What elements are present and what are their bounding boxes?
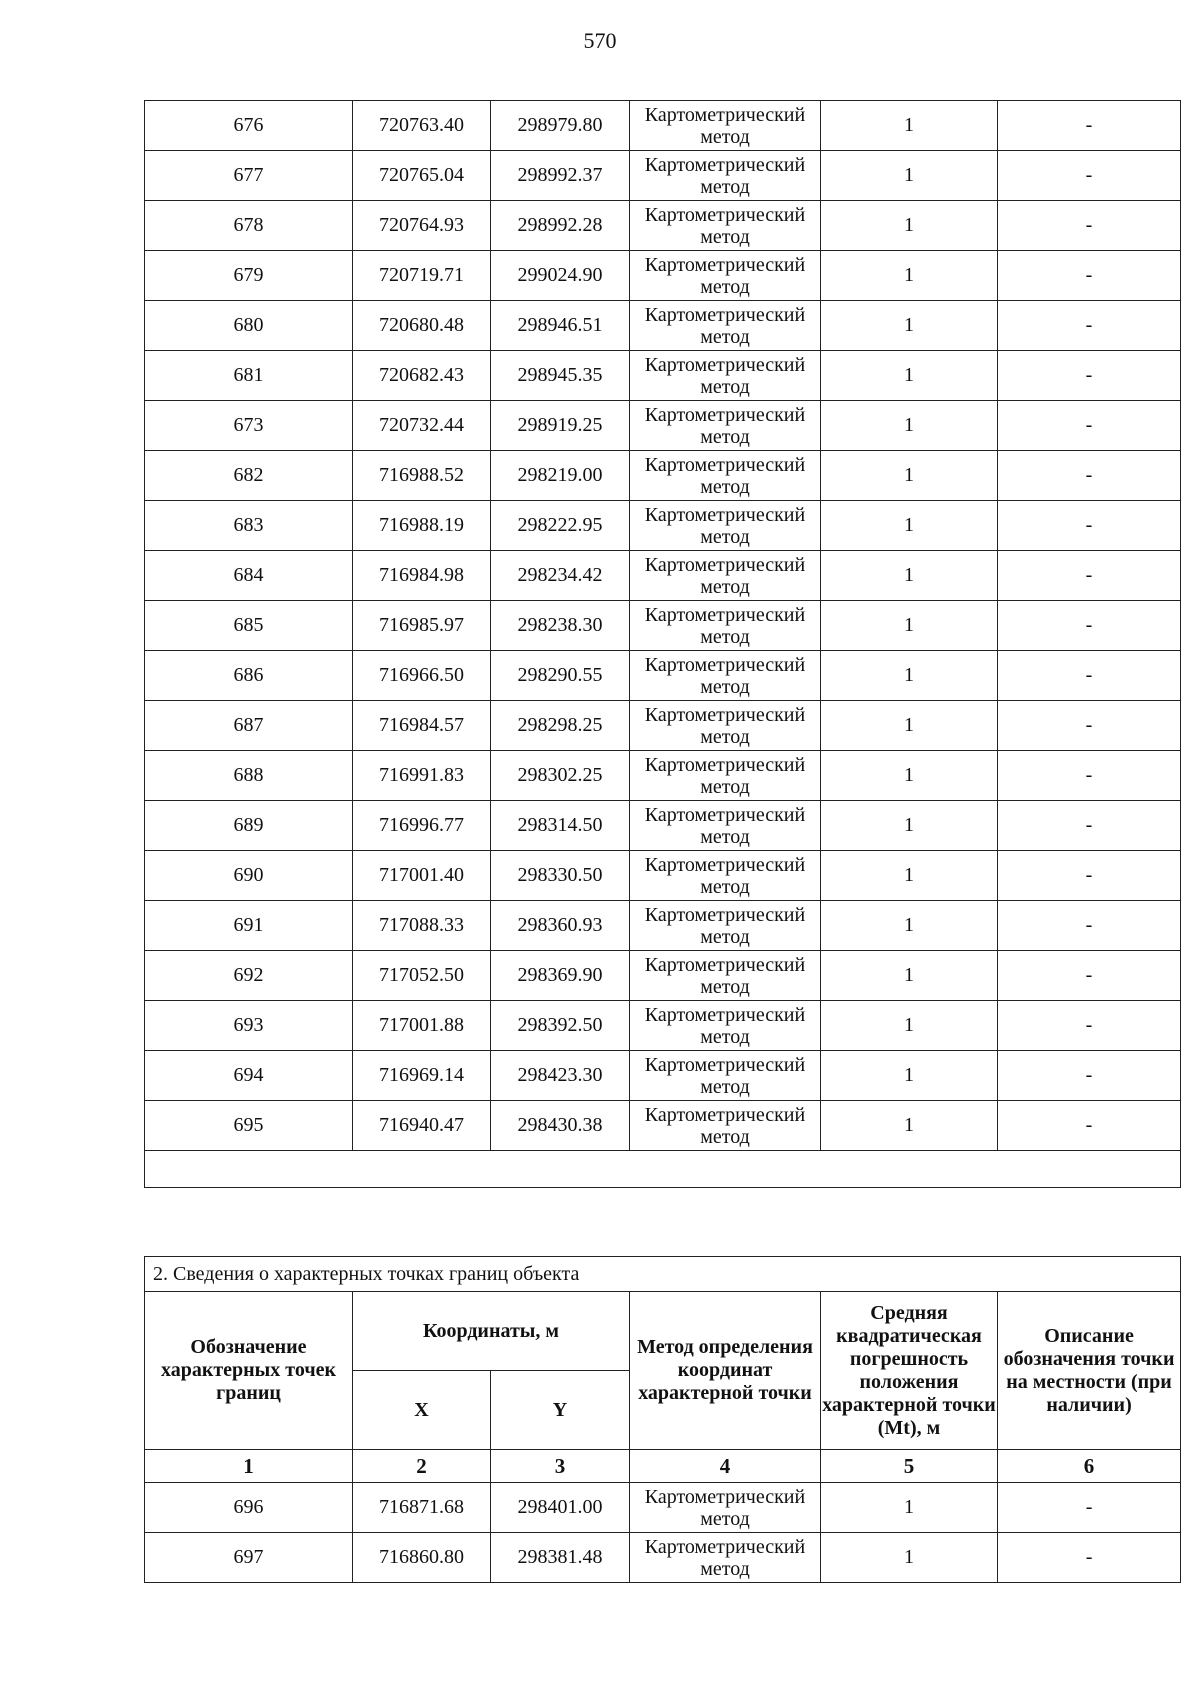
cell-x: 716988.19 <box>353 501 491 551</box>
cell-point: 684 <box>145 551 353 601</box>
table-row <box>145 551 1181 601</box>
cell-error: 1 <box>821 1483 998 1533</box>
table-row <box>145 701 1181 751</box>
cell-point: 683 <box>145 501 353 551</box>
cell-method: Картометрический метод <box>630 1483 821 1533</box>
cell-x: 716860.80 <box>353 1533 491 1583</box>
cell-method: Картометрический метод <box>630 1533 821 1583</box>
cell-description: - <box>998 751 1181 801</box>
cell-x: 720732.44 <box>353 401 491 451</box>
table-row <box>145 751 1181 801</box>
cell-x: 720765.04 <box>353 151 491 201</box>
cell-description: - <box>998 451 1181 501</box>
cell-method: Картометрический метод <box>630 501 821 551</box>
cell-point: 680 <box>145 301 353 351</box>
cell-error: 1 <box>821 1533 998 1583</box>
cell-point: 685 <box>145 601 353 651</box>
cell-method: Картометрический метод <box>630 201 821 251</box>
cell-error: 1 <box>821 1001 998 1051</box>
header-point: Обозначение характерных точек границ <box>145 1292 353 1450</box>
cell-method: Картометрический метод <box>630 601 821 651</box>
cell-point: 691 <box>145 901 353 951</box>
cell-x: 716871.68 <box>353 1483 491 1533</box>
cell-y: 298369.90 <box>491 951 630 1001</box>
cell-error: 1 <box>821 501 998 551</box>
cell-point: 676 <box>145 101 353 151</box>
cell-method: Картометрический метод <box>630 701 821 751</box>
cell-x: 716991.83 <box>353 751 491 801</box>
cell-y: 298946.51 <box>491 301 630 351</box>
empty-row <box>145 1151 1181 1188</box>
table-row <box>145 301 1181 351</box>
cell-description: - <box>998 951 1181 1001</box>
cell-error: 1 <box>821 551 998 601</box>
cell-x: 716984.57 <box>353 701 491 751</box>
cell-x: 720763.40 <box>353 101 491 151</box>
cell-description: - <box>998 351 1181 401</box>
cell-description: - <box>998 901 1181 951</box>
cell-y: 298222.95 <box>491 501 630 551</box>
cell-y: 298238.30 <box>491 601 630 651</box>
cell-method: Картометрический метод <box>630 351 821 401</box>
cell-description: - <box>998 651 1181 701</box>
cell-point: 681 <box>145 351 353 401</box>
cell-x: 716988.52 <box>353 451 491 501</box>
cell-description: - <box>998 101 1181 151</box>
cell-description: - <box>998 501 1181 551</box>
cell-description: - <box>998 301 1181 351</box>
cell-point: 673 <box>145 401 353 451</box>
cell-y: 298290.55 <box>491 651 630 701</box>
cell-error: 1 <box>821 1101 998 1151</box>
cell-description: - <box>998 201 1181 251</box>
cell-x: 716984.98 <box>353 551 491 601</box>
cell-method: Картометрический метод <box>630 451 821 501</box>
cell-x: 717001.88 <box>353 1001 491 1051</box>
cell-y: 298360.93 <box>491 901 630 951</box>
cell-description: - <box>998 151 1181 201</box>
cell-error: 1 <box>821 801 998 851</box>
table-row <box>145 1051 1181 1101</box>
header-description: Описание обозначения точки на местности (при наличии) <box>998 1292 1181 1450</box>
cell-y: 298234.42 <box>491 551 630 601</box>
cell-error: 1 <box>821 651 998 701</box>
cell-point: 692 <box>145 951 353 1001</box>
cell-error: 1 <box>821 951 998 1001</box>
table-row <box>145 1483 1181 1533</box>
cell-point: 695 <box>145 1101 353 1151</box>
cell-y: 298992.28 <box>491 201 630 251</box>
table-row <box>145 351 1181 401</box>
cell-method: Картометрический метод <box>630 651 821 701</box>
cell-method: Картометрический метод <box>630 401 821 451</box>
cell-description: - <box>998 851 1181 901</box>
cell-description: - <box>998 401 1181 451</box>
cell-error: 1 <box>821 601 998 651</box>
column-number: 3 <box>491 1450 630 1483</box>
cell-error: 1 <box>821 751 998 801</box>
cell-y: 298945.35 <box>491 351 630 401</box>
cell-y: 298919.25 <box>491 401 630 451</box>
cell-error: 1 <box>821 301 998 351</box>
cell-description: - <box>998 1051 1181 1101</box>
cell-y: 299024.90 <box>491 251 630 301</box>
header-method: Метод определения координат характерной точки <box>630 1292 821 1450</box>
cell-method: Картометрический метод <box>630 101 821 151</box>
cell-point: 687 <box>145 701 353 751</box>
cell-x: 717052.50 <box>353 951 491 1001</box>
cell-point: 678 <box>145 201 353 251</box>
cell-error: 1 <box>821 201 998 251</box>
cell-error: 1 <box>821 151 998 201</box>
cell-description: - <box>998 801 1181 851</box>
cell-y: 298423.30 <box>491 1051 630 1101</box>
cell-error: 1 <box>821 901 998 951</box>
table-row <box>145 201 1181 251</box>
cell-method: Картометрический метод <box>630 251 821 301</box>
cell-point: 677 <box>145 151 353 201</box>
cell-method: Картометрический метод <box>630 1101 821 1151</box>
cell-description: - <box>998 1001 1181 1051</box>
cell-y: 298430.38 <box>491 1101 630 1151</box>
table-row <box>145 851 1181 901</box>
column-number: 5 <box>821 1450 998 1483</box>
cell-error: 1 <box>821 251 998 301</box>
cell-point: 690 <box>145 851 353 901</box>
cell-y: 298401.00 <box>491 1483 630 1533</box>
column-number: 6 <box>998 1450 1181 1483</box>
cell-method: Картометрический метод <box>630 551 821 601</box>
page-number: 570 <box>583 28 617 53</box>
table-caption: 2. Сведения о характерных точках границ объекта <box>145 1257 1181 1292</box>
cell-point: 696 <box>145 1483 353 1533</box>
table-row <box>145 1101 1181 1151</box>
cell-y: 298330.50 <box>491 851 630 901</box>
table-row <box>145 801 1181 851</box>
coordinates-table-continued <box>144 100 1181 1188</box>
cell-x: 717088.33 <box>353 901 491 951</box>
cell-x: 716996.77 <box>353 801 491 851</box>
cell-description: - <box>998 551 1181 601</box>
column-number: 1 <box>145 1450 353 1483</box>
cell-x: 720719.71 <box>353 251 491 301</box>
cell-description: - <box>998 1533 1181 1583</box>
table-row <box>145 1533 1181 1583</box>
cell-method: Картометрический метод <box>630 1001 821 1051</box>
cell-x: 720680.48 <box>353 301 491 351</box>
cell-description: - <box>998 251 1181 301</box>
table-row <box>145 101 1181 151</box>
cell-y: 298302.25 <box>491 751 630 801</box>
cell-method: Картометрический метод <box>630 751 821 801</box>
cell-description: - <box>998 701 1181 751</box>
cell-description: - <box>998 1101 1181 1151</box>
cell-error: 1 <box>821 1051 998 1101</box>
cell-y: 298992.37 <box>491 151 630 201</box>
cell-x: 720764.93 <box>353 201 491 251</box>
cell-y: 298314.50 <box>491 801 630 851</box>
boundary-points-table <box>144 1256 1181 1583</box>
cell-method: Картометрический метод <box>630 851 821 901</box>
cell-point: 679 <box>145 251 353 301</box>
table-row <box>145 151 1181 201</box>
cell-y: 298298.25 <box>491 701 630 751</box>
cell-point: 688 <box>145 751 353 801</box>
cell-point: 697 <box>145 1533 353 1583</box>
table-row <box>145 951 1181 1001</box>
cell-point: 694 <box>145 1051 353 1101</box>
cell-description: - <box>998 1483 1181 1533</box>
table-row <box>145 651 1181 701</box>
cell-x: 716940.47 <box>353 1101 491 1151</box>
cell-x: 716985.97 <box>353 601 491 651</box>
cell-method: Картометрический метод <box>630 301 821 351</box>
header-x: X <box>353 1371 491 1450</box>
cell-point: 693 <box>145 1001 353 1051</box>
header-y: Y <box>491 1371 630 1450</box>
cell-y: 298219.00 <box>491 451 630 501</box>
column-number: 2 <box>353 1450 491 1483</box>
cell-error: 1 <box>821 451 998 501</box>
cell-point: 682 <box>145 451 353 501</box>
cell-error: 1 <box>821 351 998 401</box>
header-error: Средняя квадратическая погрешность положения характерной точки (Mt), м <box>821 1292 998 1450</box>
cell-x: 716966.50 <box>353 651 491 701</box>
table-row <box>145 901 1181 951</box>
table-row <box>145 501 1181 551</box>
header-coordinates: Координаты, м <box>353 1292 630 1371</box>
cell-method: Картометрический метод <box>630 801 821 851</box>
cell-error: 1 <box>821 701 998 751</box>
cell-method: Картометрический метод <box>630 951 821 1001</box>
cell-method: Картометрический метод <box>630 901 821 951</box>
cell-error: 1 <box>821 851 998 901</box>
cell-point: 686 <box>145 651 353 701</box>
table-row <box>145 401 1181 451</box>
cell-x: 717001.40 <box>353 851 491 901</box>
cell-y: 298392.50 <box>491 1001 630 1051</box>
cell-method: Картометрический метод <box>630 1051 821 1101</box>
table-row <box>145 1001 1181 1051</box>
cell-x: 720682.43 <box>353 351 491 401</box>
table-row <box>145 251 1181 301</box>
cell-error: 1 <box>821 101 998 151</box>
cell-description: - <box>998 601 1181 651</box>
cell-y: 298979.80 <box>491 101 630 151</box>
cell-method: Картометрический метод <box>630 151 821 201</box>
table-row <box>145 601 1181 651</box>
cell-y: 298381.48 <box>491 1533 630 1583</box>
table-row <box>145 451 1181 501</box>
column-number: 4 <box>630 1450 821 1483</box>
cell-x: 716969.14 <box>353 1051 491 1101</box>
cell-error: 1 <box>821 401 998 451</box>
cell-point: 689 <box>145 801 353 851</box>
